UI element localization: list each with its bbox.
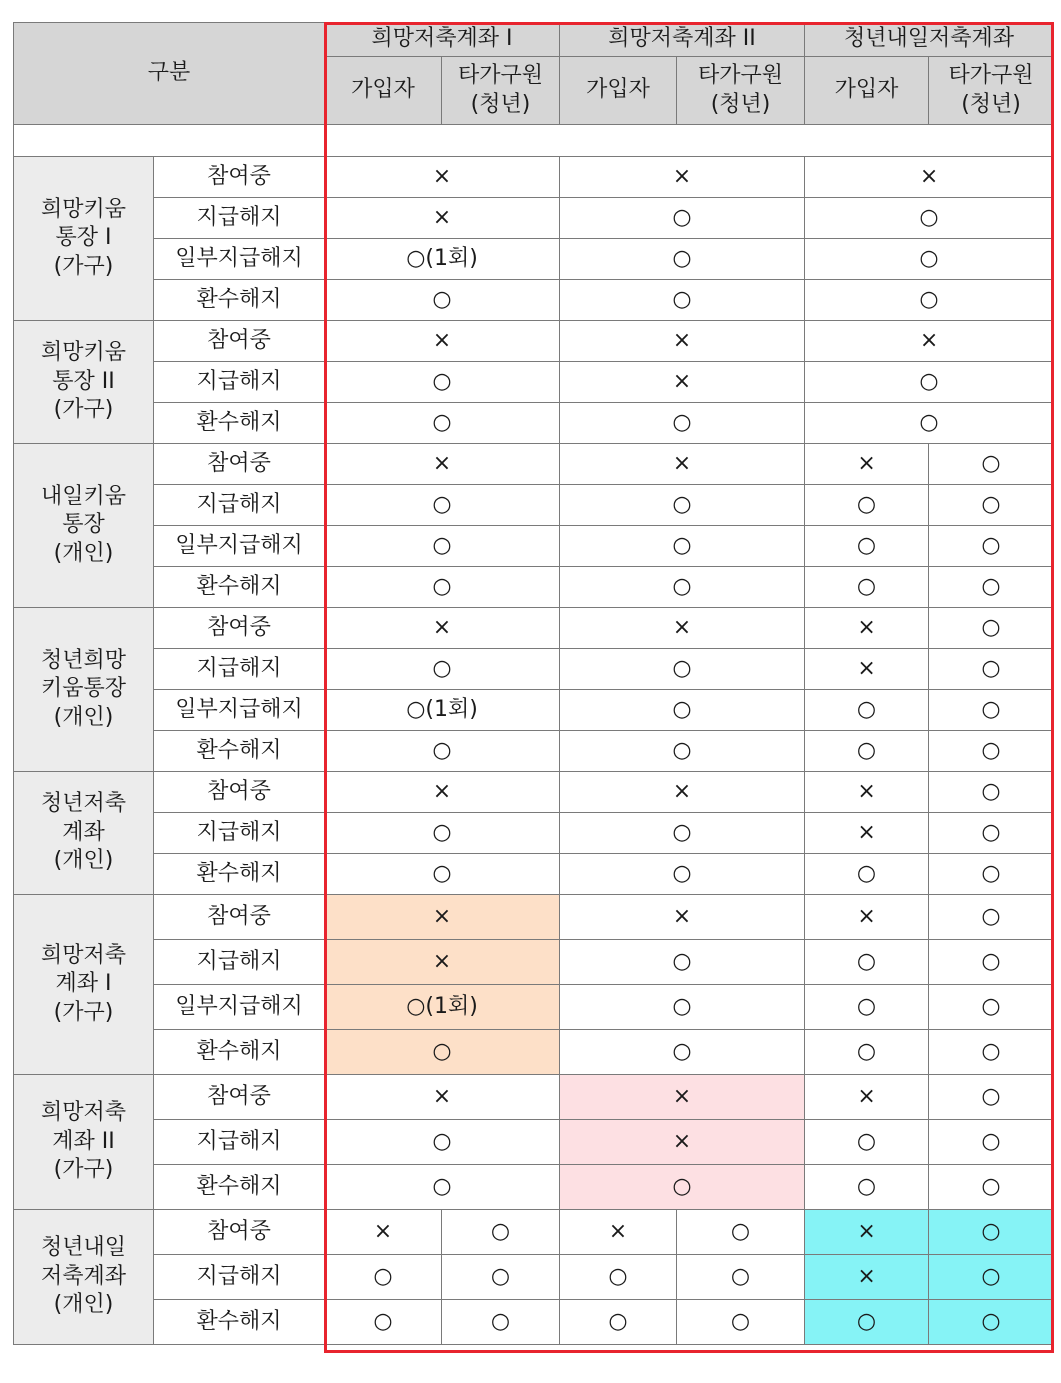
row-label: 환수해지	[154, 403, 325, 444]
cell-hope2: ×	[560, 772, 805, 813]
cell-youth-member: ○	[805, 1120, 929, 1165]
cell-hope2: ○	[560, 1030, 805, 1075]
cell-youth-other: ○	[929, 444, 1054, 485]
cell-hope2: ○	[560, 198, 805, 239]
cell-hope2: ×	[560, 608, 805, 649]
cell-hope1: ○(1회)	[325, 690, 560, 731]
group-label: 희망키움 통장 II (가구)	[14, 321, 154, 444]
cell-youth-other: ○	[929, 567, 1054, 608]
row-label: 환수해지	[154, 854, 325, 895]
eligibility-table	[13, 22, 1054, 1345]
group-label: 희망저축 계좌 II (가구)	[14, 1075, 154, 1210]
cell-youth: ×	[805, 321, 1054, 362]
col-header-hope-2: 희망저축계좌 II	[560, 23, 805, 57]
cell-youth-member: ○	[805, 940, 929, 985]
cell-hope1: ○	[325, 1120, 560, 1165]
row-label: 지급해지	[154, 1120, 325, 1165]
cell-youth-member: ○	[805, 526, 929, 567]
cell-hope1: ○	[325, 854, 560, 895]
row-label: 일부지급해지	[154, 239, 325, 280]
cell-youth: ○	[805, 403, 1054, 444]
cell-youth-member: ×	[805, 444, 929, 485]
cell-hope2: ×	[560, 362, 805, 403]
cell-hope1: ○(1회)	[325, 239, 560, 280]
cell-hope1: ○	[325, 280, 560, 321]
group-label: 내일키움 통장 (개인)	[14, 444, 154, 608]
cell-hope2-member: ○	[560, 1300, 677, 1345]
cell-youth-member: ○	[805, 1030, 929, 1075]
cell-youth-other: ○	[929, 813, 1054, 854]
row-label: 지급해지	[154, 649, 325, 690]
cell-hope2-highlight: ○	[560, 1165, 805, 1210]
cell-youth-member: ○	[805, 985, 929, 1030]
cell-hope2-other: ○	[677, 1210, 805, 1255]
row-label: 일부지급해지	[154, 690, 325, 731]
sub-header-other: 타가구원 (청년)	[442, 57, 560, 125]
cell-hope1: ×	[325, 608, 560, 649]
cell-hope1-member: ○	[325, 1255, 442, 1300]
sub-header-other: 타가구원 (청년)	[677, 57, 805, 125]
cell-youth-other: ○	[929, 608, 1054, 649]
cell-hope2-highlight: ×	[560, 1120, 805, 1165]
cell-youth-other: ○	[929, 1120, 1054, 1165]
cell-youth-member: ×	[805, 1075, 929, 1120]
cell-youth-member: ×	[805, 772, 929, 813]
cell-hope2: ○	[560, 985, 805, 1030]
row-label: 환수해지	[154, 731, 325, 772]
cell-youth-member: ○	[805, 485, 929, 526]
cell-hope2: ○	[560, 731, 805, 772]
group-label: 희망키움 통장 I (가구)	[14, 157, 154, 321]
row-label: 참여중	[154, 157, 325, 198]
cell-hope2: ○	[560, 403, 805, 444]
cell-hope2: ×	[560, 157, 805, 198]
cell-hope2: ○	[560, 649, 805, 690]
cell-hope2: ○	[560, 690, 805, 731]
cell-hope1-highlight: ×	[325, 940, 560, 985]
cell-hope2: ×	[560, 895, 805, 940]
row-label: 지급해지	[154, 198, 325, 239]
cell-hope2: ○	[560, 567, 805, 608]
cell-youth-member: ×	[805, 813, 929, 854]
cell-hope1-other: ○	[442, 1255, 560, 1300]
row-label: 참여중	[154, 895, 325, 940]
cell-youth-member: ×	[805, 649, 929, 690]
row-label: 환수해지	[154, 1030, 325, 1075]
cell-hope2: ○	[560, 280, 805, 321]
cell-hope2-other: ○	[677, 1300, 805, 1345]
group-label: 희망저축 계좌 I (가구)	[14, 895, 154, 1075]
row-label: 환수해지	[154, 1300, 325, 1345]
cell-hope2-highlight: ×	[560, 1075, 805, 1120]
cell-hope1-highlight: ○(1회)	[325, 985, 560, 1030]
row-label: 참여중	[154, 444, 325, 485]
cell-hope1: ○	[325, 567, 560, 608]
cell-hope2: ○	[560, 854, 805, 895]
row-label: 환수해지	[154, 567, 325, 608]
cell-youth-other-highlight: ○	[929, 1300, 1054, 1345]
cell-youth-other: ○	[929, 690, 1054, 731]
cell-hope1-highlight: ○	[325, 1030, 560, 1075]
cell-youth-other: ○	[929, 940, 1054, 985]
row-label: 지급해지	[154, 1255, 325, 1300]
cell-youth-member: ○	[805, 1165, 929, 1210]
sub-header-member: 가입자	[805, 57, 929, 125]
cell-hope2: ×	[560, 444, 805, 485]
cell-youth-other: ○	[929, 1030, 1054, 1075]
cell-hope1: ○	[325, 813, 560, 854]
cell-hope2: ○	[560, 485, 805, 526]
row-label: 참여중	[154, 321, 325, 362]
row-label: 환수해지	[154, 280, 325, 321]
cell-youth-other: ○	[929, 526, 1054, 567]
row-label: 지급해지	[154, 813, 325, 854]
cell-hope1: ○	[325, 485, 560, 526]
cell-youth-member: ○	[805, 690, 929, 731]
cell-youth-member: ○	[805, 854, 929, 895]
cell-hope1-member: ○	[325, 1300, 442, 1345]
cell-hope2-member: ×	[560, 1210, 677, 1255]
cell-hope1: ×	[325, 1075, 560, 1120]
sub-header-member: 가입자	[560, 57, 677, 125]
cell-hope2: ○	[560, 239, 805, 280]
row-label: 참여중	[154, 608, 325, 649]
row-label: 참여중	[154, 1210, 325, 1255]
cell-hope1-other: ○	[442, 1300, 560, 1345]
row-label: 지급해지	[154, 940, 325, 985]
cell-hope1: ×	[325, 157, 560, 198]
cell-youth-other-highlight: ○	[929, 1210, 1054, 1255]
cell-youth: ○	[805, 362, 1054, 403]
cell-youth-member-highlight: ○	[805, 1300, 929, 1345]
cell-youth-other: ○	[929, 1075, 1054, 1120]
sub-header-member: 가입자	[325, 57, 442, 125]
cell-hope1: ○	[325, 362, 560, 403]
col-header-youth: 청년내일저축계좌	[805, 23, 1054, 57]
row-label: 일부지급해지	[154, 526, 325, 567]
row-label: 지급해지	[154, 485, 325, 526]
cell-youth-other: ○	[929, 985, 1054, 1030]
cell-hope2-other: ○	[677, 1255, 805, 1300]
col-header-hope-1: 희망저축계좌 I	[325, 23, 560, 57]
cell-hope2-member: ○	[560, 1255, 677, 1300]
cell-hope1: ○	[325, 649, 560, 690]
cell-hope1: ○	[325, 403, 560, 444]
cell-hope2: ○	[560, 526, 805, 567]
cell-hope1: ○	[325, 1165, 560, 1210]
sub-header-other: 타가구원 (청년)	[929, 57, 1054, 125]
cell-youth: ○	[805, 280, 1054, 321]
cell-youth-other: ○	[929, 1165, 1054, 1210]
cell-hope1: ×	[325, 198, 560, 239]
cell-hope2: ○	[560, 940, 805, 985]
row-label: 환수해지	[154, 1165, 325, 1210]
spacer-row	[14, 125, 1054, 157]
cell-youth-other: ○	[929, 649, 1054, 690]
cell-hope2: ○	[560, 813, 805, 854]
cell-hope1: ×	[325, 444, 560, 485]
row-label: 지급해지	[154, 362, 325, 403]
cell-hope1-member: ×	[325, 1210, 442, 1255]
cell-hope1: ×	[325, 772, 560, 813]
group-label: 청년저축 계좌 (개인)	[14, 772, 154, 895]
cell-youth: ×	[805, 157, 1054, 198]
cell-youth-other-highlight: ○	[929, 1255, 1054, 1300]
cell-hope1: ×	[325, 321, 560, 362]
group-label: 청년희망 키움통장 (개인)	[14, 608, 154, 772]
cell-youth-member-highlight: ×	[805, 1210, 929, 1255]
cell-hope1-highlight: ×	[325, 895, 560, 940]
row-label: 참여중	[154, 1075, 325, 1120]
cell-youth: ○	[805, 198, 1054, 239]
cell-hope1-other: ○	[442, 1210, 560, 1255]
cell-youth-member: ○	[805, 567, 929, 608]
cell-youth-member: ○	[805, 731, 929, 772]
cell-youth-other: ○	[929, 731, 1054, 772]
cell-youth-other: ○	[929, 772, 1054, 813]
row-label: 일부지급해지	[154, 985, 325, 1030]
cell-youth-member-highlight: ×	[805, 1255, 929, 1300]
cell-hope1: ○	[325, 731, 560, 772]
category-header: 구분	[14, 23, 325, 125]
cell-youth: ○	[805, 239, 1054, 280]
cell-hope1: ○	[325, 526, 560, 567]
cell-youth-other: ○	[929, 854, 1054, 895]
row-label: 참여중	[154, 772, 325, 813]
cell-youth-other: ○	[929, 895, 1054, 940]
cell-youth-member: ×	[805, 608, 929, 649]
group-label: 청년내일 저축계좌 (개인)	[14, 1210, 154, 1345]
cell-hope2: ×	[560, 321, 805, 362]
cell-youth-member: ×	[805, 895, 929, 940]
cell-youth-other: ○	[929, 485, 1054, 526]
